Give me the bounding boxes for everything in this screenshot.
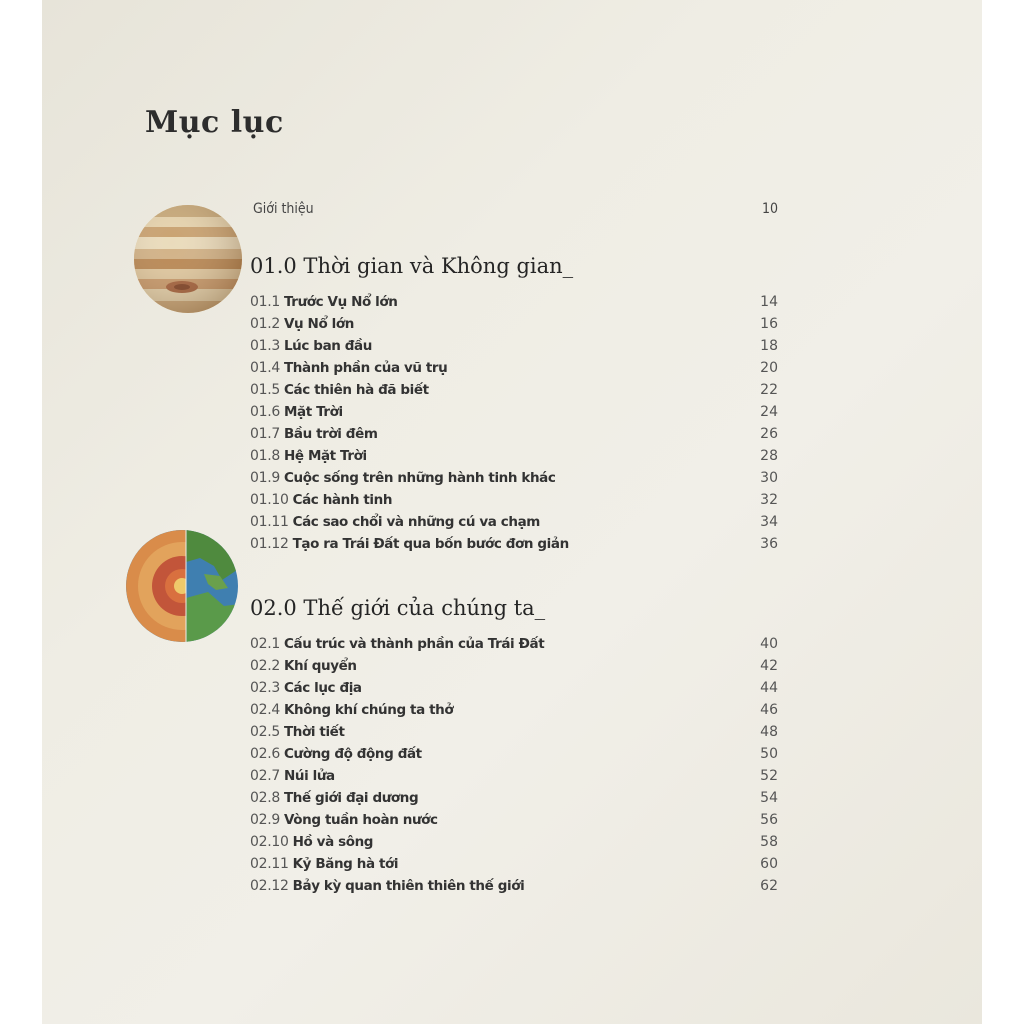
toc-entry[interactable] xyxy=(250,379,778,401)
toc-entry-page-number: 34 xyxy=(760,514,778,530)
toc-entry[interactable] xyxy=(250,721,778,743)
toc-entry-page-number: 30 xyxy=(760,470,778,486)
toc-entry-page-number: 32 xyxy=(760,492,778,508)
toc-entry-number: 02.8 xyxy=(250,790,280,806)
toc-entry-page-number: 56 xyxy=(760,812,778,828)
toc-entry-page-number: 46 xyxy=(760,702,778,718)
toc-entry[interactable] xyxy=(250,423,778,445)
toc-entry-number: 01.12 xyxy=(250,536,289,552)
toc-entry[interactable] xyxy=(250,655,778,677)
toc-entry[interactable] xyxy=(250,633,778,655)
toc-entry-title: Các thiên hà đã biết xyxy=(283,382,429,398)
toc-entry-title: Trước Vụ Nổ lớn xyxy=(283,294,398,310)
toc-entry[interactable] xyxy=(250,489,778,511)
toc-entry-page-number: 54 xyxy=(760,790,778,806)
toc-entry-page-number: 28 xyxy=(760,448,778,464)
jupiter-planet-icon xyxy=(132,203,244,315)
toc-entry-page-number: 40 xyxy=(760,636,778,652)
toc-entry-number: 01.4 xyxy=(250,360,280,376)
toc-entry-page-number: 50 xyxy=(760,746,778,762)
toc-entry[interactable] xyxy=(250,401,778,423)
toc-entry[interactable] xyxy=(250,787,778,809)
toc-entry[interactable] xyxy=(250,875,778,897)
toc-entry-page-number: 26 xyxy=(760,426,778,442)
toc-entry-number: 02.7 xyxy=(250,768,280,784)
intro-entry[interactable] xyxy=(253,201,778,219)
toc-entry-number: 01.9 xyxy=(250,470,280,486)
toc-entry-page-number: 24 xyxy=(760,404,778,420)
toc-entry-number: 01.6 xyxy=(250,404,280,420)
toc-entry-page-number: 14 xyxy=(760,294,778,310)
toc-entry-title: Bầu trời đêm xyxy=(283,426,378,442)
toc-entry-page-number: 16 xyxy=(760,316,778,332)
toc-entry-title: Vụ Nổ lớn xyxy=(283,316,354,332)
toc-entry-title: Hệ Mặt Trời xyxy=(283,448,367,464)
toc-entry-number: 02.1 xyxy=(250,636,280,652)
toc-entry-title: Các lục địa xyxy=(283,680,362,696)
toc-entry-number: 01.10 xyxy=(250,492,289,508)
toc-entry-number: 02.6 xyxy=(250,746,280,762)
toc-entry-page-number: 44 xyxy=(760,680,778,696)
toc-entry-number: 01.5 xyxy=(250,382,280,398)
toc-entry-page-number: 18 xyxy=(760,338,778,354)
toc-entry-title: Tạo ra Trái Đất qua bốn bước đơn giản xyxy=(292,536,569,552)
toc-list-01 xyxy=(250,291,778,555)
toc-entry-title: Cuộc sống trên những hành tinh khác xyxy=(283,470,556,486)
toc-entry-title: Các sao chổi và những cú va chạm xyxy=(292,514,540,530)
toc-entry-page-number: 60 xyxy=(760,856,778,872)
earth-cross-section-icon xyxy=(124,528,240,644)
toc-entry-number: 02.10 xyxy=(250,834,289,850)
toc-entry-number: 02.12 xyxy=(250,878,289,894)
toc-entry-title: Vòng tuần hoàn nước xyxy=(283,812,438,828)
toc-entry[interactable] xyxy=(250,335,778,357)
toc-entry-page-number: 62 xyxy=(760,878,778,894)
toc-entry-page-number: 58 xyxy=(760,834,778,850)
toc-entry-title: Thế giới đại dương xyxy=(283,790,419,806)
toc-entry[interactable] xyxy=(250,743,778,765)
toc-entry-page-number: 22 xyxy=(760,382,778,398)
intro-label: Giới thiệu xyxy=(253,201,314,217)
section-heading-01: 01.0 Thời gian và Không gian_ xyxy=(250,254,574,278)
toc-entry-page-number: 52 xyxy=(760,768,778,784)
toc-entry-title: Kỷ Băng hà tới xyxy=(292,856,399,872)
toc-entry[interactable] xyxy=(250,699,778,721)
page-title: Mục lục xyxy=(145,105,284,140)
toc-entry[interactable] xyxy=(250,445,778,467)
toc-entry-title: Cường độ động đất xyxy=(283,746,422,762)
toc-entry-title: Thời tiết xyxy=(283,724,345,740)
toc-entry-number: 02.5 xyxy=(250,724,280,740)
toc-entry[interactable] xyxy=(250,831,778,853)
toc-entry-number: 02.11 xyxy=(250,856,289,872)
toc-entry[interactable] xyxy=(250,357,778,379)
toc-entry[interactable] xyxy=(250,467,778,489)
toc-entry-page-number: 20 xyxy=(760,360,778,376)
toc-entry-page-number: 48 xyxy=(760,724,778,740)
toc-entry[interactable] xyxy=(250,677,778,699)
toc-entry-number: 02.9 xyxy=(250,812,280,828)
toc-entry-number: 01.11 xyxy=(250,514,289,530)
toc-entry-number: 02.2 xyxy=(250,658,280,674)
toc-entry-title: Núi lửa xyxy=(283,768,335,784)
toc-entry[interactable] xyxy=(250,853,778,875)
toc-entry-title: Không khí chúng ta thở xyxy=(283,702,454,718)
toc-entry-title: Các hành tinh xyxy=(292,492,393,508)
toc-entry-page-number: 36 xyxy=(760,536,778,552)
toc-entry-number: 02.3 xyxy=(250,680,280,696)
intro-page-number: 10 xyxy=(761,201,778,217)
toc-entry-title: Cấu trúc và thành phần của Trái Đất xyxy=(283,636,545,652)
toc-entry-title: Lúc ban đầu xyxy=(283,338,372,354)
toc-entry-title: Thành phần của vũ trụ xyxy=(283,360,448,376)
toc-entry[interactable] xyxy=(250,765,778,787)
toc-entry-number: 01.1 xyxy=(250,294,280,310)
toc-entry-number: 02.4 xyxy=(250,702,280,718)
toc-entry[interactable] xyxy=(250,313,778,335)
toc-entry[interactable] xyxy=(250,291,778,313)
section-heading-02: 02.0 Thế giới của chúng ta_ xyxy=(250,596,546,620)
toc-entry-title: Mặt Trời xyxy=(283,404,343,420)
toc-entry[interactable] xyxy=(250,533,778,555)
toc-entry-title: Hồ và sông xyxy=(292,834,374,850)
toc-entry-number: 01.2 xyxy=(250,316,280,332)
toc-entry-number: 01.8 xyxy=(250,448,280,464)
toc-entry-page-number: 42 xyxy=(760,658,778,674)
toc-entry-number: 01.7 xyxy=(250,426,280,442)
toc-list-02 xyxy=(250,633,778,897)
toc-entry[interactable] xyxy=(250,511,778,533)
toc-entry-title: Bảy kỳ quan thiên thiên thế giới xyxy=(292,878,525,894)
toc-entry-title: Khí quyển xyxy=(283,658,357,674)
toc-entry-number: 01.3 xyxy=(250,338,280,354)
toc-entry[interactable] xyxy=(250,809,778,831)
